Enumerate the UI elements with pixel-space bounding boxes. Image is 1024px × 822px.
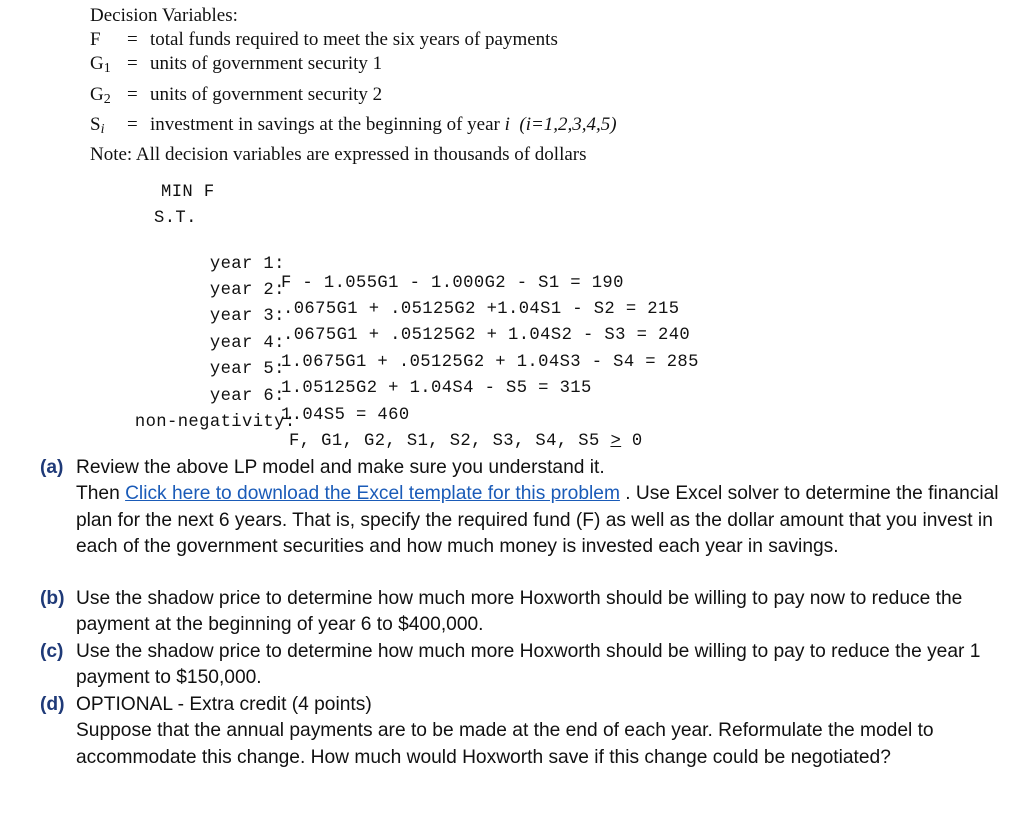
question-letter: (d) <box>40 694 65 715</box>
constraint-expression: .0675G1 + .05125G2 + 1.04S2 - S3 = 240 <box>283 326 691 345</box>
variable-definition: total funds required to meet the six years of payments <box>150 29 558 50</box>
question-text <box>76 455 1011 560</box>
subject-to-label: S.T. <box>154 209 197 228</box>
variable-definition: investment in savings at the beginning of year i (i=1,2,3,4,5) <box>150 114 617 135</box>
question-letter: (c) <box>40 641 64 662</box>
variable-symbol: $G_1$ <box>90 53 111 76</box>
equals-sign: = <box>127 114 138 135</box>
constraint-label: year 2: <box>209 281 285 300</box>
variable-definition: units of government security 2 <box>150 84 383 105</box>
decision-variables-title: Decision Variables: <box>90 5 238 26</box>
question-a-line1: Review the above LP model and make sure you understand it. <box>76 457 605 478</box>
greater-equal-symbol: > <box>610 432 622 451</box>
question-letter: (a) <box>40 457 64 478</box>
note-text: Note: All decision variables are expressed in thousands of dollars <box>90 144 587 165</box>
constraint-label: year 4: <box>209 334 285 353</box>
question-d-body: Suppose that the annual payments are to be made at the end of each year. Reformulate the model to accommodate this change. How much would Hoxworth save if this change could be negotiated? <box>76 720 934 768</box>
constraint-label: year 1: <box>209 255 285 274</box>
variable-symbol: $G_2$ <box>90 84 111 107</box>
constraint-label: year 6: <box>209 387 285 406</box>
question-d-line1: OPTIONAL - Extra credit (4 points) <box>76 694 372 715</box>
variable-symbol: F <box>90 29 101 50</box>
constraint-expression: 1.0675G1 + .05125G2 + 1.04S3 - S4 = 285 <box>281 353 699 372</box>
equals-sign: = <box>127 53 138 74</box>
excel-template-link[interactable]: Click here to download the Excel template for this problem <box>125 483 620 505</box>
question-text <box>76 692 1011 771</box>
equals-sign: = <box>127 29 138 50</box>
non-negativity-label: non-negativity: <box>134 413 296 432</box>
non-negativity-expression: F, G1, G2, S1, S2, S3, S4, S5 > 0 <box>289 432 643 451</box>
variable-definition: units of government security 1 <box>150 53 383 74</box>
constraint-label: year 3: <box>209 307 285 326</box>
question-text: Use the shadow price to determine how much more Hoxworth should be willing to pay to reduce the year 1 payment to $150,000. <box>76 641 981 689</box>
constraint-expression: .0675G1 + .05125G2 +1.04S1 - S2 = 215 <box>283 300 680 319</box>
question-a-body: Then Click here to download the Excel template for this problem . Use Excel solver to determine the financial plan for the next 6 years. That is, specify the required fund (F) as well as the dollar amount that you invest in each of the government securities and how much money is invested each year in savings. <box>76 483 999 557</box>
constraint-expression: F - 1.055G1 - 1.000G2 - S1 = 190 <box>281 274 624 293</box>
equals-sign: = <box>127 84 138 105</box>
variable-symbol: $S_i$ <box>90 114 105 137</box>
constraint-expression: 1.04S5 = 460 <box>281 406 410 425</box>
objective-function: MIN F <box>161 183 215 202</box>
constraint-expression: 1.05125G2 + 1.04S4 - S5 = 315 <box>281 379 592 398</box>
question-letter: (b) <box>40 588 65 609</box>
constraint-label: year 5: <box>209 360 285 379</box>
question-text: Use the shadow price to determine how much more Hoxworth should be willing to pay now to reduce the payment at the beginning of year 6 to $400,000. <box>76 588 963 636</box>
